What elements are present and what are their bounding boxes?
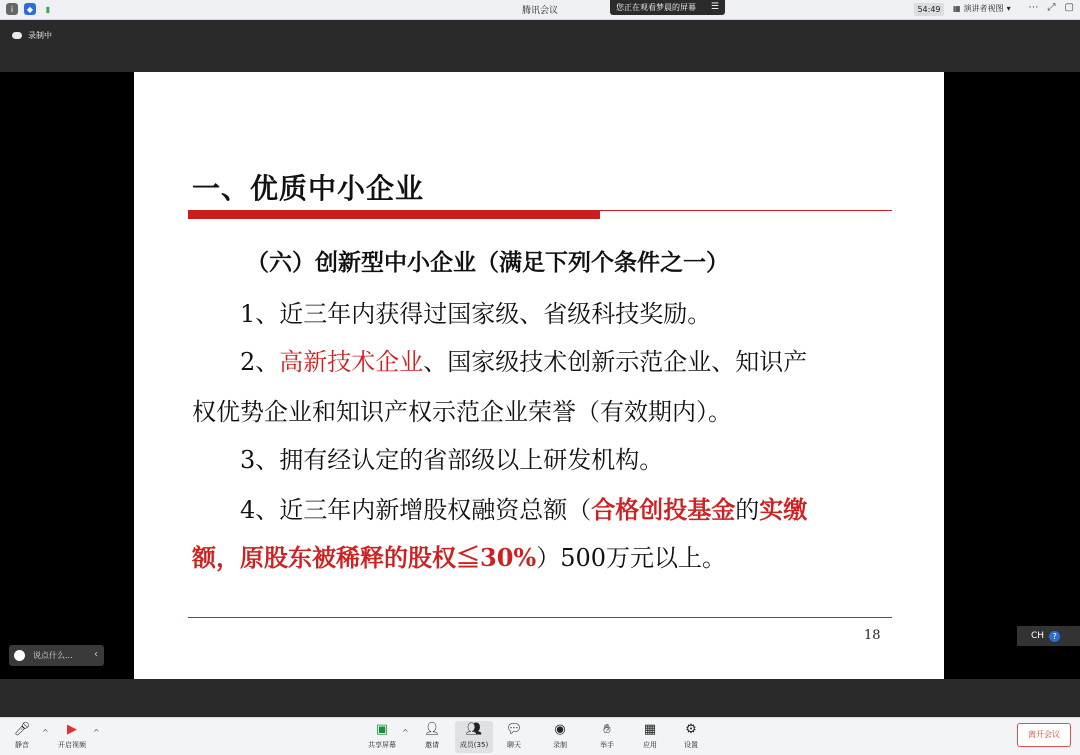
list-item-2 <box>240 342 807 377</box>
chat-placeholder: 说点什么... <box>33 651 73 660</box>
stage-top <box>0 20 1080 72</box>
meeting-toolbar <box>0 717 1080 755</box>
title-underline-bar <box>188 210 600 219</box>
share-options-caret[interactable]: ^ <box>402 728 409 737</box>
chevron-down-icon: ▾ <box>1006 4 1011 13</box>
shield-icon[interactable]: ◆ <box>24 3 36 15</box>
list-item-4 <box>240 490 807 525</box>
item4-prefix: 4、近三年内新增股权融资总额（ <box>240 496 592 524</box>
app-title: 腾讯会议 <box>521 6 558 16</box>
raise-hand-label: 举手 <box>600 741 614 749</box>
share-label: 共享屏幕 <box>368 741 396 749</box>
mute-options-caret[interactable]: ^ <box>42 728 49 737</box>
slide-title: 一、优质中小企业 <box>192 172 425 205</box>
sharing-banner[interactable] <box>610 0 725 15</box>
info-icon[interactable]: i <box>6 3 18 15</box>
cloud-icon <box>12 32 22 39</box>
chevron-left-icon[interactable]: ‹ <box>94 649 98 660</box>
item2-highlight: 高新技术企业 <box>279 348 424 376</box>
view-mode-button[interactable] <box>953 2 1011 16</box>
video-options-caret[interactable]: ^ <box>93 728 100 737</box>
share-screen-icon: ▣ <box>375 721 389 737</box>
restore-icon[interactable]: ▢ <box>1064 2 1074 13</box>
fullscreen-icon[interactable]: ⤢ <box>1047 2 1056 13</box>
members-label: 成员(35) <box>459 741 489 749</box>
invite-button[interactable] <box>413 721 451 753</box>
list-item-2-line2: 权优势企业和知识产权示范企业荣誉（有效期内）。 <box>192 398 732 426</box>
slide-subtitle: （六）创新型中小企业（满足下列个条件之一） <box>246 249 729 276</box>
raise-hand-button[interactable] <box>588 721 626 753</box>
members-button[interactable] <box>455 721 493 753</box>
record-icon: ◉ <box>554 721 566 737</box>
members-icon: 👥︎ <box>465 721 483 737</box>
presentation-slide <box>134 72 944 679</box>
menu-icon[interactable]: ☰ <box>710 2 719 12</box>
record-button[interactable] <box>541 721 579 753</box>
chat-button[interactable] <box>495 721 533 753</box>
item4-highlight-1: 合格创投基金 <box>591 495 736 524</box>
more-icon[interactable]: ⋯ <box>1028 2 1039 13</box>
item4-mid: 的 <box>735 496 760 524</box>
title-bar <box>0 0 1080 20</box>
recording-indicator <box>12 30 52 41</box>
title-underline-line <box>600 210 892 211</box>
apps-icon: ▦ <box>643 721 657 737</box>
gear-icon: ⚙︎ <box>685 721 697 737</box>
sharing-text: 您正在观看梦晨的屏幕 <box>616 3 696 12</box>
view-mode-label: 演讲者视图 <box>963 4 1004 13</box>
mute-label: 静音 <box>15 741 29 749</box>
apps-label: 应用 <box>643 741 657 749</box>
recording-label: 录制中 <box>28 31 52 40</box>
footer-line <box>188 617 892 618</box>
hand-icon: ✋︎ <box>603 721 611 737</box>
meeting-timer: 54:49 <box>914 3 944 16</box>
ime-indicator[interactable] <box>1017 626 1080 646</box>
ime-label: CH <box>1031 631 1045 641</box>
layout-icon: ▦ <box>953 4 961 13</box>
list-item-1: 1、近三年内获得过国家级、省级科技奖励。 <box>240 300 712 328</box>
signal-icon[interactable]: ▮ <box>45 4 51 14</box>
item2-prefix: 2、 <box>240 348 280 376</box>
stage-bottom <box>0 679 1080 717</box>
microphone-icon: 🎤︎ <box>13 721 31 737</box>
camera-off-icon: ▶ <box>67 721 77 737</box>
help-icon[interactable]: ? <box>1049 631 1060 642</box>
chat-icon: 💬︎ <box>505 721 523 737</box>
item4-highlight-2: 实缴 <box>759 495 808 524</box>
record-label: 录制 <box>553 741 567 749</box>
chat-label: 聊天 <box>507 741 521 749</box>
video-button[interactable] <box>53 721 91 753</box>
apps-button[interactable] <box>631 721 669 753</box>
share-screen-button[interactable] <box>363 721 401 753</box>
invite-label: 邀请 <box>425 741 439 749</box>
avatar-icon <box>14 650 25 661</box>
window-controls <box>1029 2 1074 13</box>
mute-button[interactable] <box>3 721 41 753</box>
video-label: 开启视频 <box>58 741 86 749</box>
list-item-4-line2 <box>192 538 726 573</box>
leave-meeting-button[interactable]: 离开会议 <box>1017 723 1071 747</box>
item4-end: ）500万元以上。 <box>536 544 727 572</box>
settings-label: 设置 <box>684 741 698 749</box>
item2-rest: 、国家级技术创新示范企业、知识产 <box>423 348 808 376</box>
page-number: 18 <box>864 628 881 643</box>
add-user-icon: 👤︎ <box>423 721 441 737</box>
settings-button[interactable] <box>672 721 710 753</box>
item4-highlight-3: 额，原股东被稀释的股权≦30% <box>192 543 537 572</box>
chat-input[interactable] <box>9 645 104 666</box>
list-item-3: 3、拥有经认定的省部级以上研发机构。 <box>240 446 664 474</box>
